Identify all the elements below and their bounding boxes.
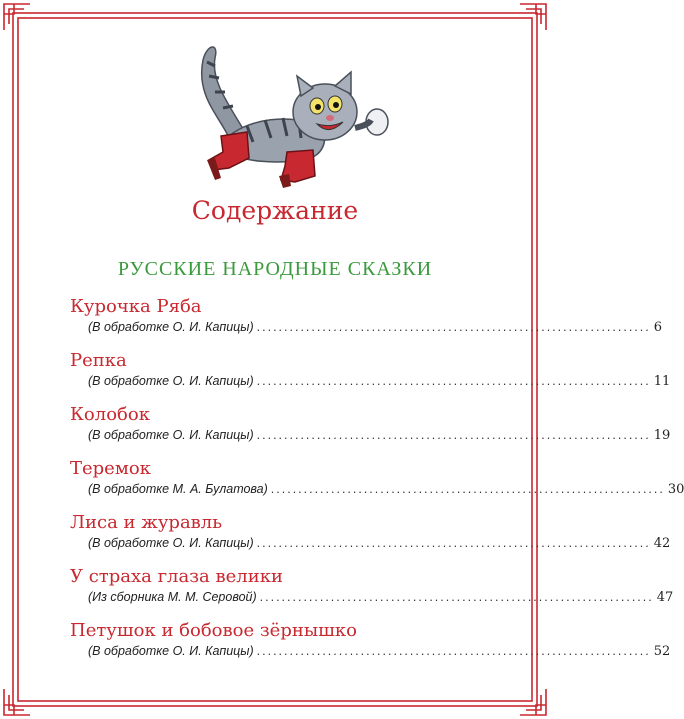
- dot-leader: ........................................................................: [256, 536, 651, 550]
- entry-note: (В обработке О. И. Капицы): [88, 428, 254, 442]
- entry-title: Репка: [70, 350, 127, 371]
- dot-leader: ........................................................................: [256, 374, 651, 388]
- entry-page-number: 19: [653, 428, 671, 443]
- corner-ornament-top-left: [4, 4, 30, 30]
- entry-note: (Из сборника М. М. Серовой): [88, 590, 257, 604]
- corner-ornament-bottom-right: [520, 689, 546, 715]
- toc-entry[interactable]: [70, 620, 671, 674]
- entry-note: (В обработке О. И. Капицы): [88, 374, 254, 388]
- entry-title: У страха глаза велики: [70, 566, 283, 587]
- entry-page-number: 6: [653, 320, 662, 335]
- dot-leader: ........................................................................: [259, 590, 654, 604]
- entry-title: Теремок: [70, 458, 151, 479]
- corner-ornament-bottom-left: [4, 689, 30, 715]
- entry-title: Лиса и журавль: [70, 512, 223, 533]
- entry-title: Колобок: [70, 404, 150, 425]
- entry-title: Курочка Ряба: [70, 296, 202, 317]
- section-title: РУССКИЕ НАРОДНЫЕ СКАЗКИ: [117, 258, 433, 280]
- entry-page-number: 42: [653, 536, 671, 551]
- dot-leader: ........................................................................: [256, 320, 651, 334]
- entry-page-number: 52: [653, 644, 671, 659]
- entry-title: Петушок и бобовое зёрнышко: [70, 620, 357, 641]
- entry-page-number: 30: [667, 482, 684, 497]
- entry-note: (В обработке О. И. Капицы): [88, 320, 254, 334]
- toc-entry[interactable]: [70, 404, 671, 458]
- dot-leader: ........................................................................: [256, 644, 651, 658]
- toc-entry[interactable]: [70, 512, 671, 566]
- page-title: Содержание: [191, 196, 359, 225]
- toc-entry[interactable]: [70, 566, 674, 620]
- corner-ornament-top-right: [520, 4, 546, 30]
- entry-page-number: 11: [653, 374, 671, 389]
- entry-note: (В обработке О. И. Капицы): [88, 536, 254, 550]
- table-of-contents: [70, 296, 684, 674]
- toc-entry[interactable]: [70, 296, 662, 350]
- entry-note: (В обработке О. И. Капицы): [88, 644, 254, 658]
- toc-entry[interactable]: [70, 458, 684, 512]
- dot-leader: ........................................................................: [270, 482, 665, 496]
- cat-illustration: [185, 40, 395, 190]
- entry-page-number: 47: [656, 590, 674, 605]
- dot-leader: ........................................................................: [256, 428, 651, 442]
- toc-entry[interactable]: [70, 350, 671, 404]
- entry-note: (В обработке М. А. Булатова): [88, 482, 268, 496]
